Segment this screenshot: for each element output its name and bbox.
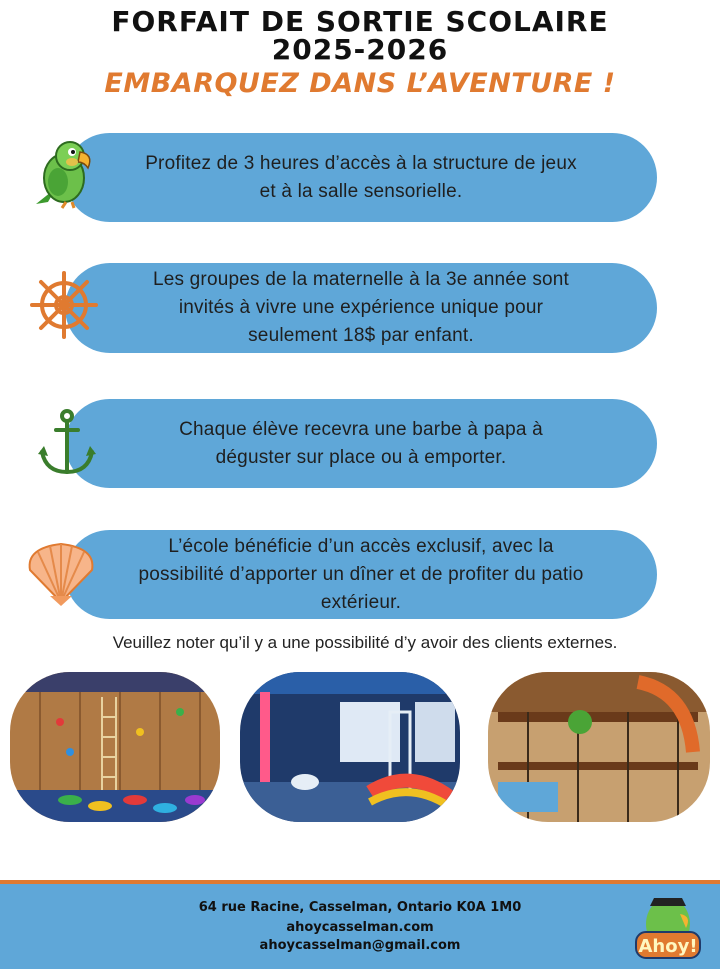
- feature-1-line-2: et à la salle sensorielle.: [259, 180, 463, 202]
- feature-1-line-1: Profitez de 3 heures d’accès à la structure de jeux: [145, 152, 577, 174]
- feature-3-line-1: Chaque élève recevra une barbe à papa à: [179, 418, 543, 440]
- logo-text: Ahoy!: [638, 936, 698, 957]
- feature-2-line-1: Les groupes de la maternelle à la 3e année sont: [152, 269, 570, 290]
- footer: [0, 884, 720, 969]
- note-text: Veuillez noter qu’il y a une possibilité d’y avoir des clients externes.: [112, 633, 618, 652]
- page-subtitle: EMBARQUEZ DANS L’AVENTURE !: [104, 68, 616, 99]
- feature-pill-1: [65, 133, 657, 222]
- feature-2-line-3: seulement 18$ par enfant.: [248, 325, 474, 346]
- ahoy-logo: [626, 884, 710, 969]
- footer-address: 64 rue Racine, Casselman, Ontario K0A 1M0: [198, 900, 522, 915]
- footer-email[interactable]: ahoycasselman@gmail.com: [259, 938, 461, 953]
- title-line-1: FORFAIT DE SORTIE SCOLAIRE: [111, 5, 609, 38]
- feature-4-line-2: possibilité d’apporter un dîner et de profiter du patio: [138, 563, 584, 585]
- feature-3-line-2: déguster sur place ou à emporter.: [215, 446, 507, 468]
- footer-website[interactable]: ahoycasselman.com: [286, 920, 434, 935]
- sensory-room-photo: [240, 672, 460, 822]
- feature-4-line-1: L’école bénéficie d’un accès exclusif, avec la: [168, 535, 554, 557]
- page-title: [0, 5, 720, 66]
- ship-wheel-icon: [28, 269, 100, 341]
- anchor-icon: [36, 408, 98, 478]
- feature-2-line-2: invités à vivre une expérience unique pour: [178, 297, 544, 318]
- seashell-icon: [22, 540, 100, 606]
- play-structure-photo: [488, 672, 710, 822]
- feature-pill-3: [65, 399, 657, 488]
- title-line-2: 2025-2026: [271, 33, 449, 66]
- feature-pill-4: [65, 530, 657, 619]
- feature-pill-2: [65, 263, 657, 353]
- climbing-wall-photo: [10, 672, 220, 822]
- parrot-icon: [26, 138, 98, 210]
- feature-4-line-3: extérieur.: [320, 591, 402, 613]
